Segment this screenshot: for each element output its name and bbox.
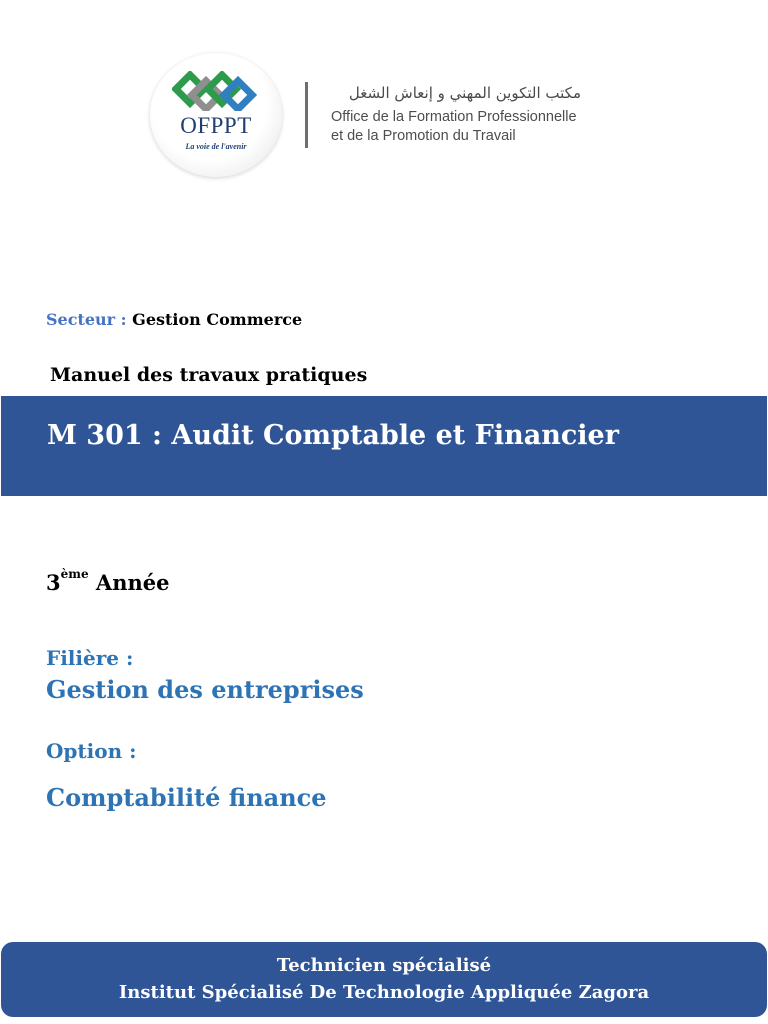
organization-name-arabic: مكتب التكوين المهني و إنعاش الشغل xyxy=(348,84,581,102)
manual-title: Manuel des travaux pratiques xyxy=(50,364,368,386)
footer-diploma: Technicien spécialisé xyxy=(276,955,492,976)
footer-band xyxy=(1,942,767,1017)
module-title: M 301 : Audit Comptable et Financier xyxy=(47,420,619,451)
header-divider xyxy=(305,82,308,148)
organization-name-line2: et de la Promotion du Travail xyxy=(331,128,516,144)
logo-tagline: La voie de l'avenir xyxy=(185,142,247,151)
filiere-label: Filière : xyxy=(46,646,134,670)
footer-institute: Institut Spécialisé De Technologie Appliquée Zagora xyxy=(118,982,650,1003)
module-title-band xyxy=(1,396,767,496)
secteur-line xyxy=(46,310,302,329)
ofppt-chain-icon xyxy=(172,71,260,111)
year-label: Année xyxy=(95,570,170,595)
filiere-value: Gestion des entreprises xyxy=(46,675,364,704)
ofppt-logo xyxy=(150,53,282,177)
secteur-value: Gestion Commerce xyxy=(132,310,303,329)
year-number: 3 xyxy=(46,570,61,595)
year-heading xyxy=(46,567,170,595)
option-value: Comptabilité finance xyxy=(46,783,327,812)
secteur-label: Secteur : xyxy=(46,310,127,329)
year-suffix: ème xyxy=(60,567,89,581)
option-label: Option : xyxy=(46,739,137,763)
organization-name-line1: Office de la Formation Professionnelle xyxy=(331,109,577,125)
organization-name-french xyxy=(331,108,577,146)
logo-name: OFPPT xyxy=(180,113,252,138)
